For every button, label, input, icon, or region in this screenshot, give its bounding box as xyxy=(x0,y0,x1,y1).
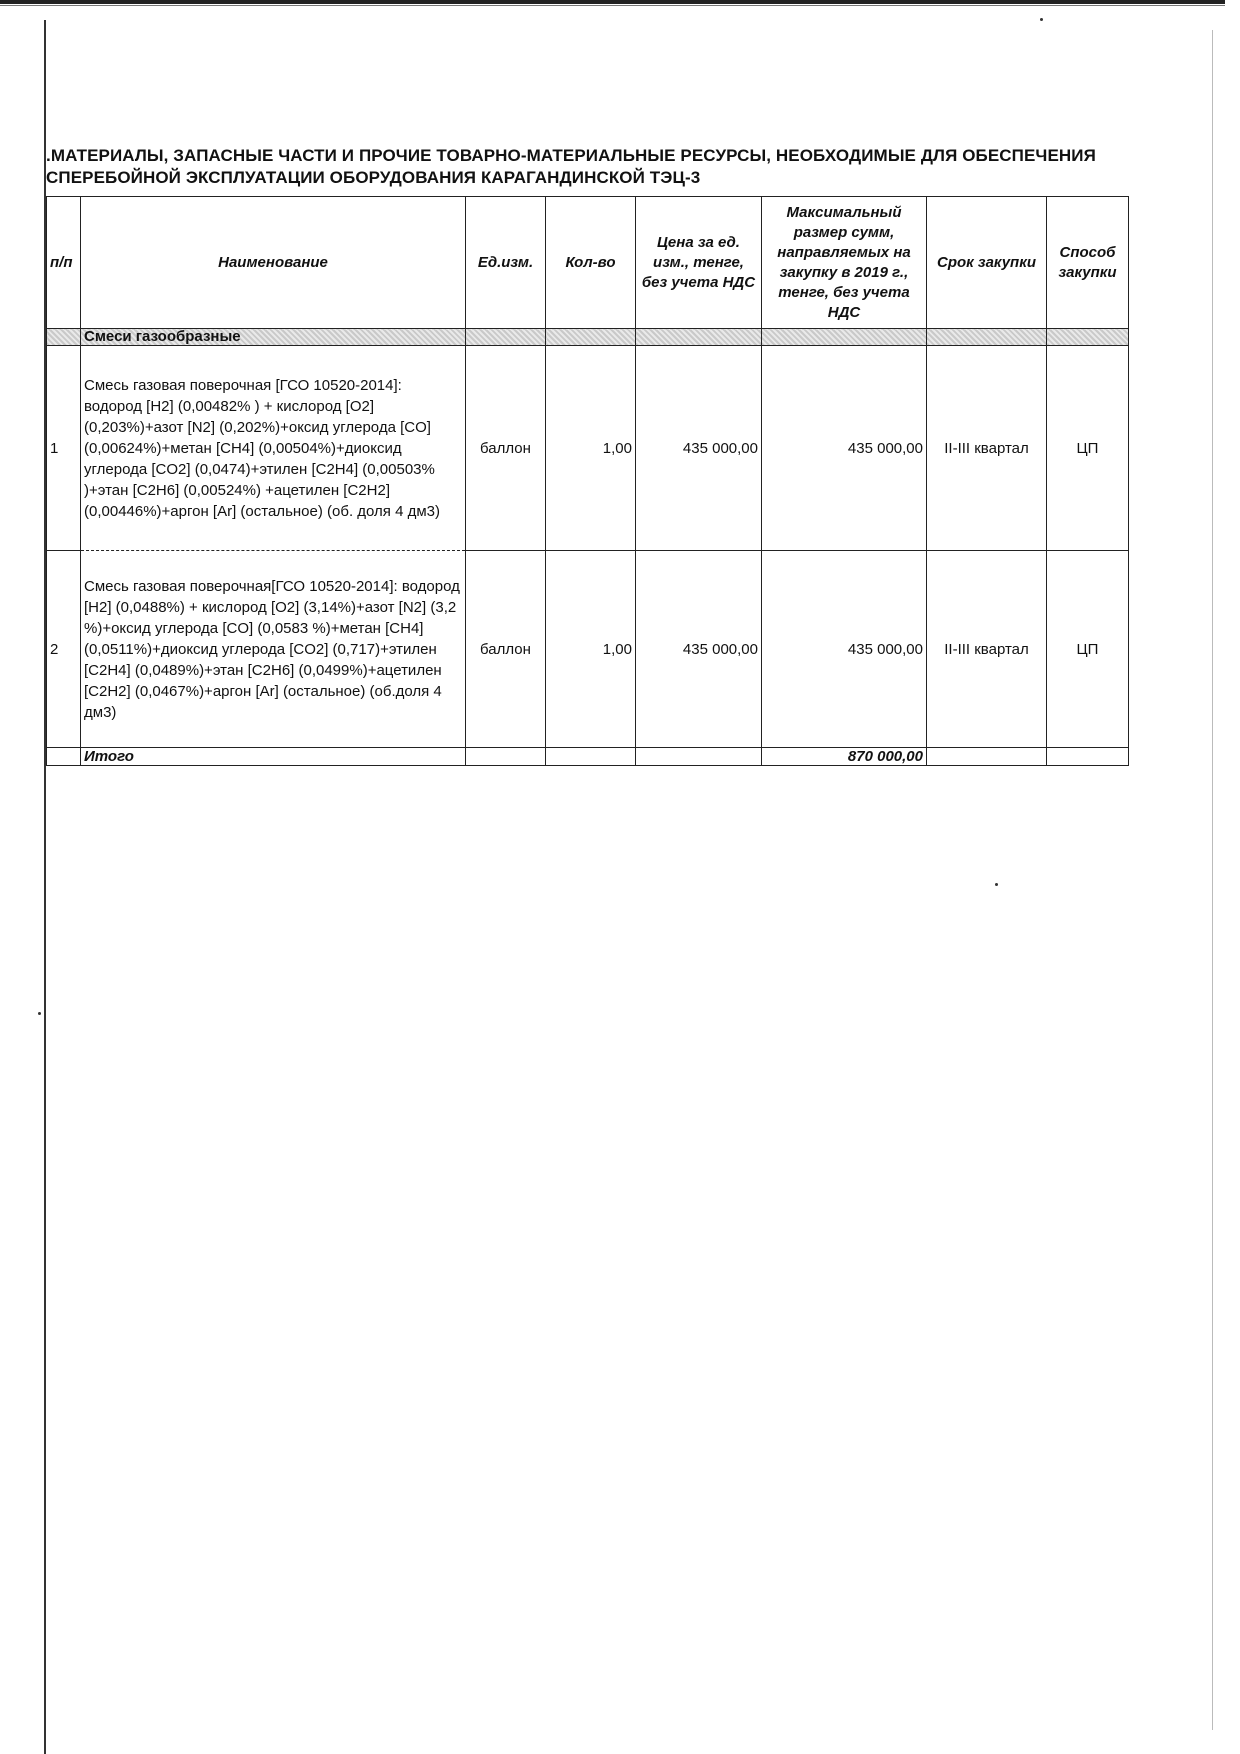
header-method: Способ закупки xyxy=(1047,197,1129,329)
group-num-cell xyxy=(47,329,81,346)
scan-speck xyxy=(995,883,998,886)
row-max-sum: 435 000,00 xyxy=(762,551,927,748)
header-term: Срок закупки xyxy=(927,197,1047,329)
scan-border-top-shadow xyxy=(0,5,1225,6)
row-unit: баллон xyxy=(466,346,546,551)
table-header-row xyxy=(47,197,1129,329)
row-term: II-III квартал xyxy=(927,551,1047,748)
row-method: ЦП xyxy=(1047,551,1129,748)
total-value: 870 000,00 xyxy=(762,748,927,766)
header-num: п/п xyxy=(47,197,81,329)
header-unit: Ед.изм. xyxy=(466,197,546,329)
header-name: Наименование xyxy=(81,197,466,329)
row-max-sum: 435 000,00 xyxy=(762,346,927,551)
row-term: II-III квартал xyxy=(927,346,1047,551)
table-row xyxy=(47,346,1129,551)
group-label: Смеси газообразные xyxy=(81,329,466,346)
header-price: Цена за ед. изм., тенге, без учета НДС xyxy=(636,197,762,329)
row-num: 1 xyxy=(47,346,81,551)
group-row xyxy=(47,329,1129,346)
document-title-line-1: .МАТЕРИАЛЫ, ЗАПАСНЫЕ ЧАСТИ И ПРОЧИЕ ТОВАРНО-МАТЕРИАЛЬНЫЕ РЕСУРСЫ, НЕОБХОДИМЫЕ ДЛЯ ОБЕСПЕЧЕНИЯ xyxy=(46,146,1096,165)
scan-border-right xyxy=(1212,30,1213,1730)
procurement-table xyxy=(46,196,1129,766)
total-row xyxy=(47,748,1129,766)
document-title-line-2: СПЕРЕБОЙНОЙ ЭКСПЛУАТАЦИИ ОБОРУДОВАНИЯ КАРАГАНДИНСКОЙ ТЭЦ-3 xyxy=(46,168,701,187)
row-num: 2 xyxy=(47,551,81,748)
row-price: 435 000,00 xyxy=(636,551,762,748)
total-label: Итого xyxy=(81,748,466,766)
scan-border-top xyxy=(0,0,1225,4)
document-title xyxy=(46,145,1216,189)
row-name: Смесь газовая поверочная[ГСО 10520-2014]: водород [H2] (0,0488%) + кислород [O2] (3,14%)+азот [N2] (3,2 %)+оксид углерода [CO] (0,0583 %)+метан [CH4] (0,0511%)+диоксид углерода [CO2] (0,717)+этилен [C2H4] (0,0489%)+этан [C2H6] (0,0499%)+ацетилен [C2H2] (0,0467%)+аргон [Ar] (остальное) (об.доля 4 дм3) xyxy=(81,551,466,748)
row-qty: 1,00 xyxy=(546,346,636,551)
row-unit: баллон xyxy=(466,551,546,748)
scan-speck xyxy=(1040,18,1043,21)
header-qty: Кол-во xyxy=(546,197,636,329)
row-price: 435 000,00 xyxy=(636,346,762,551)
header-max-sum: Максимальный размер сумм, направляемых на закупку в 2019 г., тенге, без учета НДС xyxy=(762,197,927,329)
row-name: Смесь газовая поверочная [ГСО 10520-2014]: водород [H2] (0,00482% ) + кислород [O2] (0,203%)+азот [N2] (0,202%)+оксид углерода [CO] (0,00624%)+метан [CH4] (0,00504%)+диоксид углерода [CO2] (0,0474)+этилен [C2H4] (0,00503% )+этан [C2H6] (0,00524%) +ацетилен [C2H2] (0,00446%)+аргон [Ar] (остальное) (об. доля 4 дм3) xyxy=(81,346,466,551)
row-qty: 1,00 xyxy=(546,551,636,748)
row-method: ЦП xyxy=(1047,346,1129,551)
table-row xyxy=(47,551,1129,748)
scan-speck xyxy=(38,1012,41,1015)
